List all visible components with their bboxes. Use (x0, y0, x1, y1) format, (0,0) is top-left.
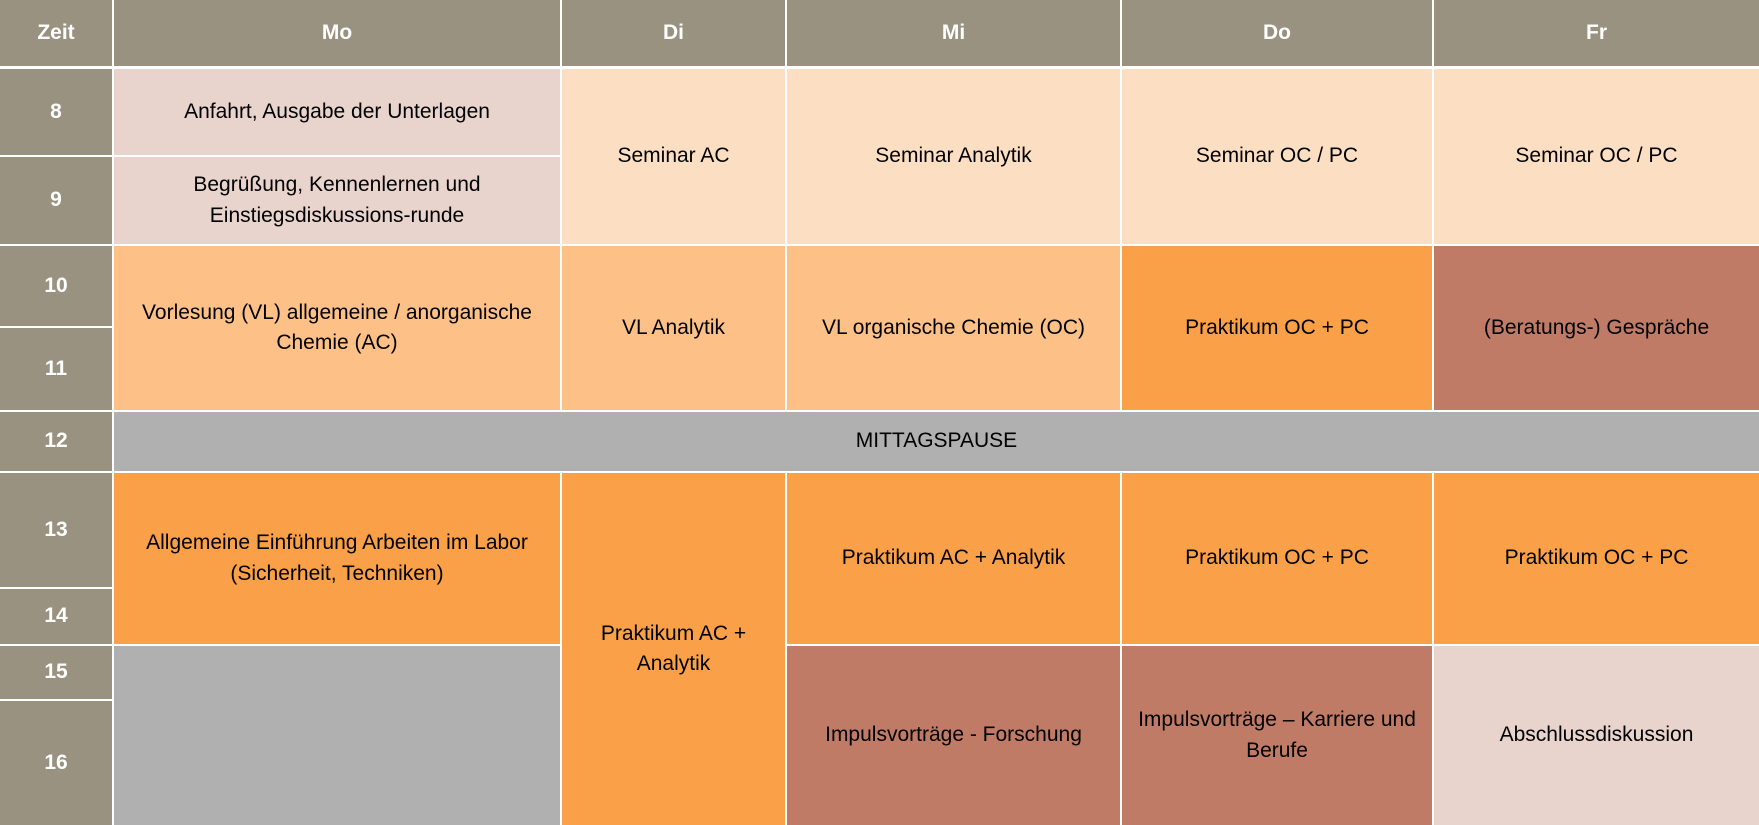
time-11: 11 (0, 328, 112, 410)
di-praktikum-ac-analytik: Praktikum AC + Analytik (562, 473, 785, 825)
mo-vorlesung-ac: Vorlesung (VL) allgemeine / anorganische Chemie (AC) (114, 246, 560, 410)
header-di: Di (562, 0, 785, 66)
header-mo: Mo (114, 0, 560, 66)
header-zeit: Zeit (0, 0, 112, 66)
header-mi: Mi (787, 0, 1120, 66)
mo-begruessung: Begrüßung, Kennenlernen und Einstiegsdiskussions-runde (114, 157, 560, 244)
fr-beratungsgespraeche: (Beratungs-) Gespräche (1434, 246, 1759, 410)
time-8: 8 (0, 69, 112, 155)
do-praktikum-oc-pc-morning: Praktikum OC + PC (1122, 246, 1432, 410)
mi-praktikum-ac-analytik: Praktikum AC + Analytik (787, 473, 1120, 644)
time-12: 12 (0, 412, 112, 471)
di-vl-analytik: VL Analytik (562, 246, 785, 410)
time-14: 14 (0, 589, 112, 644)
do-seminar-oc-pc: Seminar OC / PC (1122, 69, 1432, 244)
do-impulsvortraege-karriere: Impulsvorträge – Karriere und Berufe (1122, 646, 1432, 825)
mi-impulsvortraege-forschung: Impulsvorträge - Forschung (787, 646, 1120, 825)
fr-seminar-oc-pc: Seminar OC / PC (1434, 69, 1759, 244)
time-9: 9 (0, 157, 112, 244)
header-do: Do (1122, 0, 1432, 66)
mittagspause: MITTAGSPAUSE (114, 412, 1759, 471)
header-fr: Fr (1434, 0, 1759, 66)
mo-einfuehrung-labor: Allgemeine Einführung Arbeiten im Labor (Sicherheit, Techniken) (114, 473, 560, 644)
mi-vl-organische-chemie: VL organische Chemie (OC) (787, 246, 1120, 410)
time-13: 13 (0, 473, 112, 587)
fr-abschlussdiskussion: Abschlussdiskussion (1434, 646, 1759, 825)
fr-praktikum-oc-pc: Praktikum OC + PC (1434, 473, 1759, 644)
mi-seminar-analytik: Seminar Analytik (787, 69, 1120, 244)
mo-empty-block (114, 646, 560, 825)
di-seminar-ac: Seminar AC (562, 69, 785, 244)
do-praktikum-oc-pc-afternoon: Praktikum OC + PC (1122, 473, 1432, 644)
mo-anfahrt: Anfahrt, Ausgabe der Unterlagen (114, 69, 560, 155)
time-10: 10 (0, 246, 112, 326)
time-15: 15 (0, 646, 112, 699)
time-16: 16 (0, 701, 112, 825)
